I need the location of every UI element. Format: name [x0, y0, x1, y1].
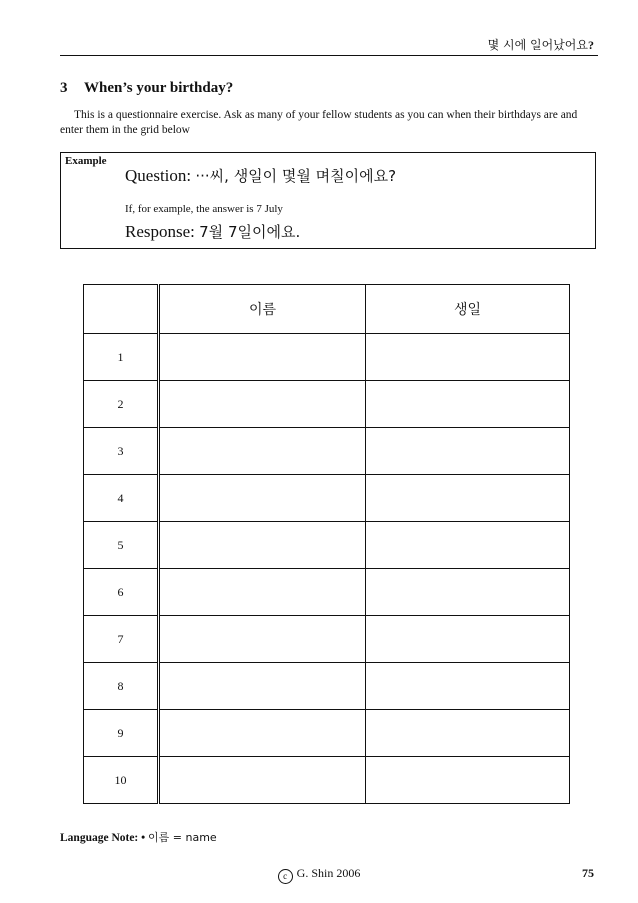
response-korean: 7월 7일이에요. — [199, 223, 301, 241]
row-number: 2 — [84, 381, 159, 428]
name-cell[interactable] — [159, 616, 366, 663]
table-row — [84, 569, 570, 616]
birthday-cell[interactable] — [366, 475, 570, 522]
row-number: 10 — [84, 757, 159, 804]
copyright-text: G. Shin 2006 — [296, 866, 361, 880]
table-row — [84, 475, 570, 522]
section-intro: This is a questionnaire exercise. Ask as many of your fellow students as you can when their birthdays are and enter them in the grid below — [60, 109, 578, 136]
row-number: 5 — [84, 522, 159, 569]
name-cell[interactable] — [159, 663, 366, 710]
bullet-icon: • — [141, 832, 146, 844]
table-row — [84, 381, 570, 428]
table-row — [84, 710, 570, 757]
language-note — [60, 829, 217, 845]
name-cell[interactable] — [159, 428, 366, 475]
birthday-grid — [83, 284, 570, 804]
row-number: 6 — [84, 569, 159, 616]
birthday-cell[interactable] — [366, 569, 570, 616]
name-cell[interactable] — [159, 569, 366, 616]
name-cell[interactable] — [159, 381, 366, 428]
table-row — [84, 334, 570, 381]
example-box — [60, 152, 596, 249]
section-number: 3 — [60, 80, 68, 96]
birthday-cell[interactable] — [366, 428, 570, 475]
name-cell[interactable] — [159, 522, 366, 569]
birthday-cell[interactable] — [366, 334, 570, 381]
section-heading — [60, 80, 233, 97]
example-note: If, for example, the answer is 7 July — [125, 203, 283, 215]
grid-header-row — [84, 285, 570, 334]
table-row — [84, 428, 570, 475]
section-title: When’s your birthday? — [84, 80, 234, 96]
running-header-mark: ? — [588, 38, 594, 52]
row-number: 8 — [84, 663, 159, 710]
running-header-title: 몇 시에 일어났어요 — [487, 38, 588, 52]
row-number: 1 — [84, 334, 159, 381]
page-number: 75 — [582, 866, 594, 880]
header-name: 이름 — [159, 285, 366, 334]
birthday-cell[interactable] — [366, 522, 570, 569]
birthday-cell[interactable] — [366, 710, 570, 757]
example-response — [125, 221, 300, 242]
response-prefix: Response: — [125, 222, 195, 241]
language-note-label: Language Note: — [60, 832, 139, 844]
question-korean: ···씨, 생일이 몇월 며칠이에요? — [195, 167, 397, 185]
footer — [0, 866, 638, 884]
name-cell[interactable] — [159, 710, 366, 757]
birthday-cell[interactable] — [366, 381, 570, 428]
header-birthday: 생일 — [366, 285, 570, 334]
name-cell[interactable] — [159, 475, 366, 522]
name-cell[interactable] — [159, 757, 366, 804]
birthday-cell[interactable] — [366, 616, 570, 663]
birthday-cell[interactable] — [366, 663, 570, 710]
header-number — [84, 285, 159, 334]
birthday-cell[interactable] — [366, 757, 570, 804]
table-row — [84, 616, 570, 663]
table-row — [84, 522, 570, 569]
row-number: 9 — [84, 710, 159, 757]
table-row — [84, 663, 570, 710]
row-number: 3 — [84, 428, 159, 475]
language-note-text: 이름 = name — [148, 831, 217, 844]
header-rule — [60, 55, 598, 56]
row-number: 7 — [84, 616, 159, 663]
row-number: 4 — [84, 475, 159, 522]
copyright-icon: c — [278, 869, 293, 884]
example-question — [125, 165, 396, 186]
question-prefix: Question: — [125, 166, 192, 185]
running-header — [488, 36, 594, 53]
grid-body — [84, 334, 570, 804]
table-row — [84, 757, 570, 804]
example-label: Example — [65, 155, 107, 167]
name-cell[interactable] — [159, 334, 366, 381]
